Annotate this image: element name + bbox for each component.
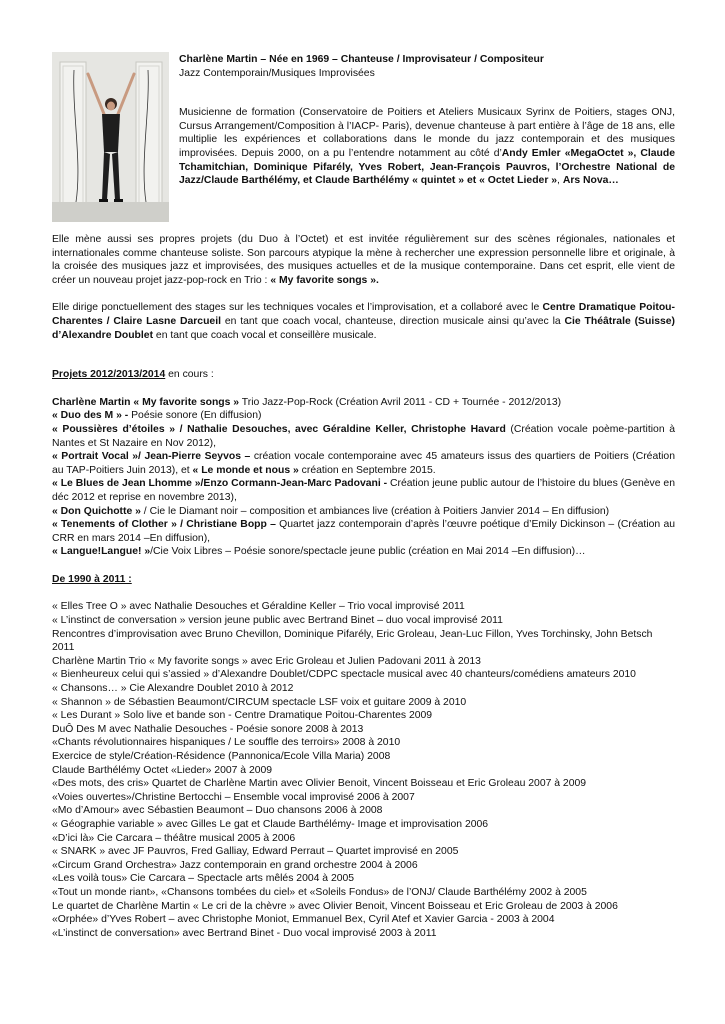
paragraph-stages (52, 301, 675, 342)
list-item: «D’ici là» Cie Carcara – théâtre musical 2005 à 2006 (52, 832, 296, 844)
para2-text: Elle mène aussi ses propres projets (du Duo à l’Octet) et est invitée régulièrement sur des scènes régionales, nationales et internationales comme chanteuse soliste. Son parcours atypique la mène à rechercher une expression personnelle libre et originale, à la croisée des musiques jazz et improvisées, des musiques actuelles et de la musique contemporaine. Dans cet esprit, elle vient de créer un nouveau projet jazz-pop-rock en Trio : (52, 234, 675, 286)
list-item: Rencontres d’improvisation avec Bruno Chevillon, Dominique Pifarély, Eric Groleau, Jean-Luc Fillon, Yves Torchinsky, John Betsch 2011 (52, 628, 653, 654)
bio-paragraph (179, 106, 675, 188)
list-item: «Des mots, des cris» Quartet de Charlène Martin avec Olivier Benoit, Vincent Boisseau et Eric Groleau 2007 à 2009 (52, 778, 587, 790)
list-item: « Chansons… » Cie Alexandre Doublet 2010 à 2012 (52, 683, 294, 695)
bio-separator: , (557, 175, 563, 187)
list-item: «Chants révolutionnaires hispaniques / Le souffle des terroirs» 2008 à 2010 (52, 737, 401, 749)
para3-b1: Centre Dramatique Poitou-Charentes / Claire Lasne Darcueil (52, 302, 675, 327)
page-subtitle: Jazz Contemporain/Musiques Improvisées (179, 67, 375, 79)
list-item: « Elles Tree O » avec Nathalie Desouches et Géraldine Keller – Trio vocal improvisé 2011 (52, 601, 465, 613)
bio-text: Musicienne de formation (Conservatoire de Poitiers et Ateliers Musicaux Syrinx de Poitiers, stages ONJ, Cursus Arrangement/Composition à l’IACP- Paris), devenue chanteuse à part entière à l’âge de 18 ans, elle multiplie les expériences et collaborations dans le monde du jazz contemporain et des musiques improvisées. Depuis 2000, on a pu l’entendre notamment au côté d’ (179, 107, 675, 159)
list-item: DuÔ Des M avec Nathalie Desouches - Poésie sonore 2008 à 2013 (52, 723, 364, 735)
projects-heading (52, 368, 675, 382)
list-item: « Shannon » de Sébastien Beaumont/CIRCUM spectacle LSF voix et guitare 2009 à 2010 (52, 696, 467, 708)
list-item: «Voies ouvertes»/Christine Bertocchi – Ensemble vocal improvisé 2006 à 2007 (52, 791, 415, 803)
projects-heading-text: Projets 2012/2013/2014 (52, 369, 166, 381)
list-item: « Duo des M » - Poésie sonore (En diffusion) (52, 410, 262, 422)
list-item: «Mo d’Amour» avec Sébastien Beaumont – Duo chansons 2006 à 2008 (52, 805, 383, 817)
list-item: « Bienheureux celui qui s’assied » d’Alexandre Doublet/CDPC spectacle musical avec 40 chanteurs/comédiens amateurs 2010 (52, 669, 636, 681)
list-item: «L’instinct de conversation» avec Bertrand Binet - Duo vocal improvisé 2003 à 2011 (52, 927, 437, 939)
page-title: Charlène Martin – Née en 1969 – Chanteuse / Improvisateur / Compositeur (179, 54, 544, 65)
list-item: Le quartet de Charlène Martin « Le cri de la chèvre » avec Olivier Benoit, Vincent Boisseau et Eric Groleau de 2003 à 2006 (52, 900, 618, 912)
list-item: « Don Quichotte » / Cie le Diamant noir – composition et ambiances live (création à Poitiers Janvier 2014 – En diffusion) (52, 505, 610, 517)
list-item: « SNARK » avec JF Pauvros, Fred Galliay, Edward Perraut – Quartet improvisé en 2005 (52, 846, 459, 858)
list-item: «Circum Grand Orchestra» Jazz contemporain en grand orchestre 2004 à 2006 (52, 859, 418, 871)
list-item: Charlène Martin « My favorite songs » Trio Jazz-Pop-Rock (Création Avril 2011 - CD + Tournée - 2012/2013) (52, 396, 562, 408)
header-block (179, 53, 675, 188)
projects-list (52, 396, 675, 559)
history-list (52, 600, 675, 940)
list-item: « Géographie variable » avec Gilles Le gat et Claude Barthélémy- Image et improvisation 2006 (52, 818, 489, 830)
list-item: « Poussières d’étoiles » / Nathalie Desouches, avec Géraldine Keller, Christophe Havard (Création vocale poème-partition à Nantes et St Nazaire en Nov 2012), (52, 423, 675, 449)
para3-b2: Cie Théâtrale (Suisse) d’Alexandre Doublet (52, 315, 675, 341)
list-item: « Le Blues de Jean Lhomme »/Enzo Cormann-Jean-Marc Padovani - Création jeune public autour de l’histoire du blues (Genève en déc 2012 et reprise en novembre 2013), (52, 478, 675, 503)
list-item: « Tenements of Clother » / Christiane Bopp – Quartet jazz contemporain d’après l’œuvre poétique d’Emily Dickinson – (Création au CRR en mars 2014 –En diffusion), (52, 519, 676, 544)
projects-heading-suffix: en cours : (165, 369, 214, 381)
bio-collaborators: Andy Emler «MegaOctet », Claude Tchamitchian, Dominique Pifarély, Yves Robert, Jean-François Pauvros, l’Orchestre National de Jazz/Claude Barthélémy, et Claude Barthélémy « quintet » et « Octet Lieder » (179, 147, 675, 187)
list-item: «Les voilà tous» Cie Carcara – Spectacle arts mêlés 2004 à 2005 (52, 873, 355, 885)
para3-a: Elle dirige ponctuellement des stages sur les techniques vocales et l’improvisation, et a collaboré avec le (52, 302, 543, 314)
list-item: «Orphée» d’Yves Robert – avec Christophe Moniot, Emmanuel Bex, Cyril Atef et Xavier Garcia - 2003 à 2004 (52, 914, 555, 926)
history-heading: De 1990 à 2011 : (52, 573, 132, 585)
para2-bold: « My favorite songs ». (270, 274, 379, 286)
para3-d: en tant que coach vocal et conseillère musicale. (153, 329, 377, 341)
bio-ars-nova: Ars Nova… (562, 175, 619, 187)
list-item: « Les Durant » Solo live et bande son - Centre Dramatique Poitou-Charentes 2009 (52, 710, 433, 722)
list-item: Claude Barthélémy Octet «Lieder» 2007 à 2009 (52, 764, 273, 776)
list-item: « Portrait Vocal »/ Jean-Pierre Seyvos – création vocale contemporaine avec 45 amateurs issus des quartiers de Poitiers (Création au TAP-Poitiers Juin 2013), et « Le monde et nous » création en Septembre 2015. (52, 451, 675, 476)
paragraph-projects-intro (52, 233, 675, 287)
list-item: «Tout un monde riant», «Chansons tombées du ciel» et «Soleils Fondus» de l’ONJ/ Claude Barthélémy 2002 à 2005 (52, 886, 587, 898)
list-item: « Langue!Langue! »/Cie Voix Libres – Poésie sonore/spectacle jeune public (création en Mai 2014 –En diffusion)… (52, 546, 586, 558)
artist-photo (52, 52, 169, 222)
list-item: Charlène Martin Trio « My favorite songs » avec Eric Groleau et Julien Padovani 2011 à 2013 (52, 655, 481, 667)
body-block (52, 233, 675, 940)
list-item: « L’instinct de conversation » version jeune public avec Bertrand Binet – duo vocal improvisé 2011 (52, 615, 503, 627)
para3-c: en tant que coach vocal, chanteuse, direction musicale ainsi qu’avec la (220, 315, 565, 327)
list-item: Exercice de style/Création-Résidence (Pannonica/Ecole Villa Maria) 2008 (52, 751, 391, 762)
